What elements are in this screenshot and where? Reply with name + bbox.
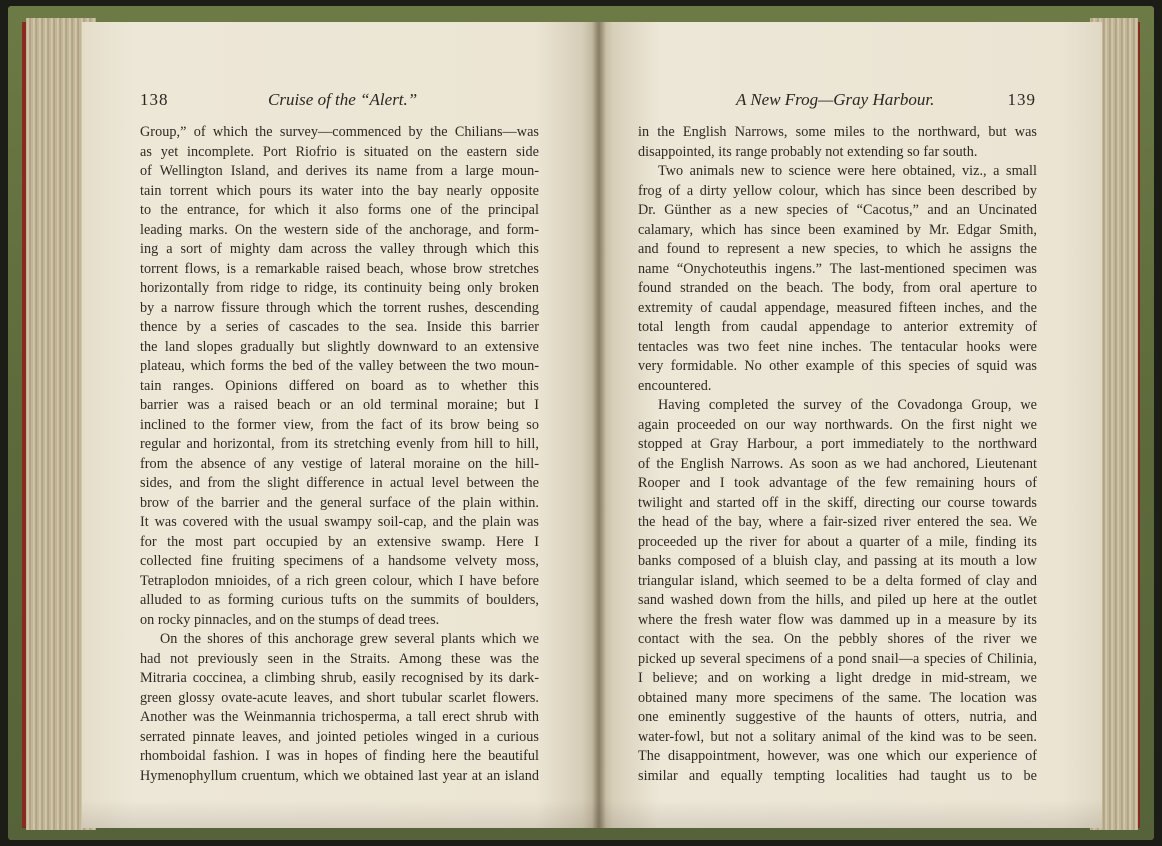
text-line: leading marks. On the western side of the anchorage, and form-	[140, 221, 539, 238]
text-line: thence by a series of cascades to the sea. Inside this barrier	[140, 319, 539, 335]
text-line: very formidable. No other example of this species of squid was	[638, 358, 1037, 374]
text-line: twilight and started off in the skiff, directing our course towards	[638, 494, 1037, 511]
text-line: in the English Narrows, some miles to the northward, but was	[638, 124, 1037, 140]
text-line: serrated pinnate leaves, and jointed petioles winged in a curious	[140, 728, 539, 745]
text-line: collected fine fruiting specimens of a handsome velvety moss,	[140, 553, 539, 569]
right-page	[598, 22, 1102, 828]
text-line: total length from caudal appendage to anterior extremity of	[638, 319, 1037, 335]
text-line: regular and horizontal, from its stretching evenly from hill to hill,	[140, 436, 539, 452]
left-page-body	[140, 123, 539, 786]
text-line: extremity of caudal appendage, measured fifteen inches, and the	[638, 299, 1037, 316]
text-line: frog of a dirty yellow colour, which has since been described by	[638, 182, 1037, 199]
text-line: Group,” of which the survey—commenced by the Chilians—was	[140, 124, 539, 140]
text-line: Two animals new to science were here obtained, viz., a small	[658, 163, 1037, 179]
left-running-head: Cruise of the “Alert.”	[268, 90, 418, 109]
text-line: banks composed of a bluish clay, and passing at its mouth a low	[638, 553, 1037, 569]
text-line: brow of the barrier and the general surface of the plain within.	[140, 494, 539, 511]
text-line: Dr. Günther as a new species of “Cacotus,” and an Uncinated	[638, 202, 1037, 218]
text-line: as yet incomplete. Port Riofrio is situated on the eastern side	[140, 143, 539, 160]
text-line: Another was the Weinmannia trichosperma, a tall erect shrub with	[140, 709, 539, 725]
left-page-number: 138	[140, 90, 169, 109]
text-line: obtained many more specimens of the same. The location was	[638, 689, 1037, 706]
text-line: found stranded on the beach. The body, from oral aperture to	[638, 280, 1037, 296]
text-line: plateau, which forms the bed of the valley between the two moun-	[140, 358, 539, 374]
text-line: one eminently suggestive of the haunts of otters, nutria, and	[638, 709, 1037, 725]
text-line: tentacles was two feet nine inches. The tentacular hooks were	[638, 338, 1037, 355]
text-line: alluded to as forming curious tufts on the summits of boulders,	[140, 592, 539, 608]
text-line: tain ranges. Opinions differed on board as to whether this	[140, 377, 539, 394]
text-line: water-fowl, but not a solitary animal of the kind was to be seen.	[638, 728, 1037, 745]
text-line: to the entrance, for which it also forms one of the principal	[140, 202, 539, 218]
text-line: where the fresh water flow was dammed up in a measure by its	[638, 611, 1037, 628]
book-gutter	[592, 22, 606, 828]
text-line: by a narrow fissure through which the torrent rushes, descending	[140, 299, 539, 316]
left-page	[82, 22, 598, 828]
right-page-body	[638, 123, 1037, 786]
text-line: triangular island, which seemed to be a delta formed of clay and	[638, 572, 1037, 589]
text-line: had not previously seen in the Straits. Among these was the	[140, 650, 539, 667]
text-line: torrent flows, is a remarkable raised beach, whose brow stretches	[140, 260, 539, 277]
text-line: from the absence of any vestige of lateral moraine on the hill-	[140, 455, 539, 472]
page-bottom-shade	[82, 800, 1102, 828]
text-line: again proceeded on our way northwards. On the first night we	[638, 416, 1037, 433]
text-line: Rooper and I took advantage of the few remaining hours of	[638, 475, 1037, 491]
text-line: On the shores of this anchorage grew several plants which we	[160, 631, 539, 647]
text-line: disappointed, its range probably not extending so far south.	[638, 143, 978, 160]
text-line: calamary, which has since been examined by Mr. Edgar Smith,	[638, 221, 1037, 238]
text-line: horizontally from ridge to ridge, its continuity being only broken	[140, 280, 539, 296]
text-line: proceeded up the river for about a quarter of a mile, finding its	[638, 533, 1037, 550]
text-line: and found to represent a new species, to which he assigns the	[638, 241, 1037, 257]
text-line: for the most part occupied by an extensive swamp. Here I	[140, 533, 539, 550]
text-line: inclined to the former view, from the fact of its brow being so	[140, 416, 539, 433]
right-page-header	[736, 90, 1036, 114]
text-line: sides, and from the slight difference in actual level between the	[140, 475, 539, 491]
text-line: on rocky pinnacles, and on the stumps of dead trees.	[140, 611, 440, 628]
text-line: contact with the sea. On the pebbly shores of the river we	[638, 631, 1037, 647]
text-line: tain torrent which pours its water into the bay nearly opposite	[140, 182, 539, 199]
text-line: encountered.	[638, 377, 712, 394]
text-line: name “Onychoteuthis ingens.” The last-mentioned specimen was	[638, 260, 1037, 277]
text-line: Mitraria coccinea, a climbing shrub, easily recognised by its dark-	[140, 670, 539, 686]
text-line: stopped at Gray Harbour, a port immediately to the northward	[638, 436, 1037, 452]
text-line: rhomboidal fashion. I was in hopes of finding here the beautiful	[140, 748, 539, 764]
text-line: picked up several specimens of a pond snail—a species of Chilinia,	[638, 650, 1037, 667]
text-line: of the English Narrows. As soon as we had anchored, Lieutenant	[638, 455, 1037, 472]
left-page-header	[140, 90, 532, 114]
text-line: The disappointment, however, was one which our experience of	[638, 748, 1037, 764]
text-line: the land slopes gradually but slightly downward to an extensive	[140, 338, 539, 355]
text-line: It was covered with the usual swampy soil-cap, and the plain was	[140, 514, 539, 530]
text-line: barrier was a raised beach or an old terminal moraine; but I	[140, 397, 539, 413]
text-line: ing a sort of mighty dam across the valley through which this	[140, 241, 539, 257]
text-line: the head of the bay, where a fair-sized river entered the sea. We	[638, 514, 1037, 530]
text-line: Tetraplodon mnioides, of a rich green colour, which I have before	[140, 572, 539, 589]
right-page-number: 139	[1007, 90, 1036, 109]
right-running-head: A New Frog—Gray Harbour.	[736, 90, 935, 109]
text-line: similar and equally tempting localities had taught us to be	[638, 767, 1037, 784]
text-line: sand washed down from the hills, and piled up here at the outlet	[638, 592, 1037, 608]
text-line: green glossy ovate-acute leaves, and short tubular scarlet flowers.	[140, 689, 539, 706]
text-line: of Wellington Island, and derives its name from a large moun-	[140, 163, 539, 179]
text-line: Hymenophyllum cruentum, which we obtained last year at an island	[140, 767, 539, 784]
text-line: Having completed the survey of the Covadonga Group, we	[658, 397, 1037, 413]
text-line: I believe; and on working a light dredge in mid-stream, we	[638, 670, 1037, 686]
